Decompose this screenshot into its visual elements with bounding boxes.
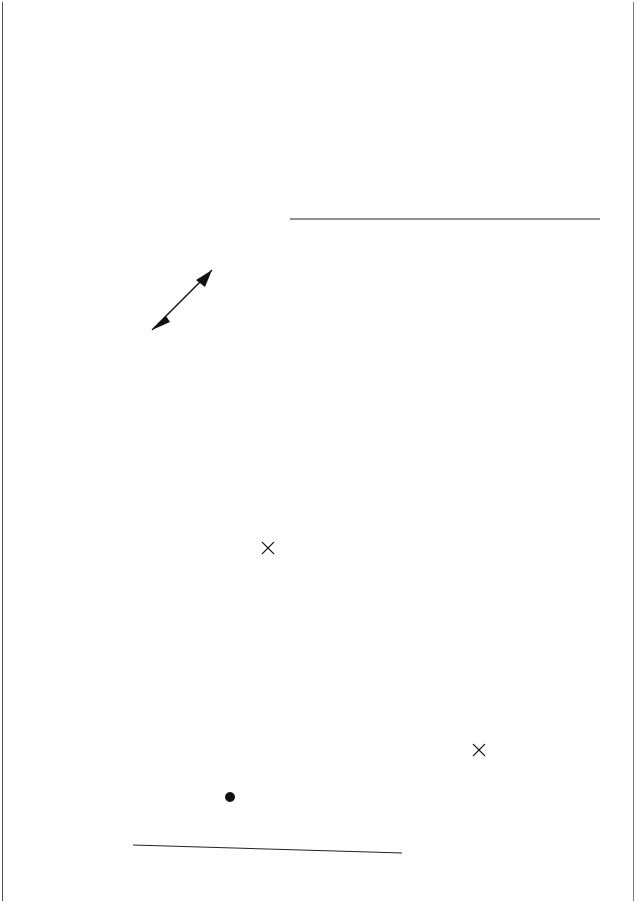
grid-cross-icon [473,744,485,756]
compass-icon [152,270,212,330]
match-line-bottom [133,845,402,853]
benchmark-icon [225,792,235,802]
grid-cross-icon [262,542,274,554]
